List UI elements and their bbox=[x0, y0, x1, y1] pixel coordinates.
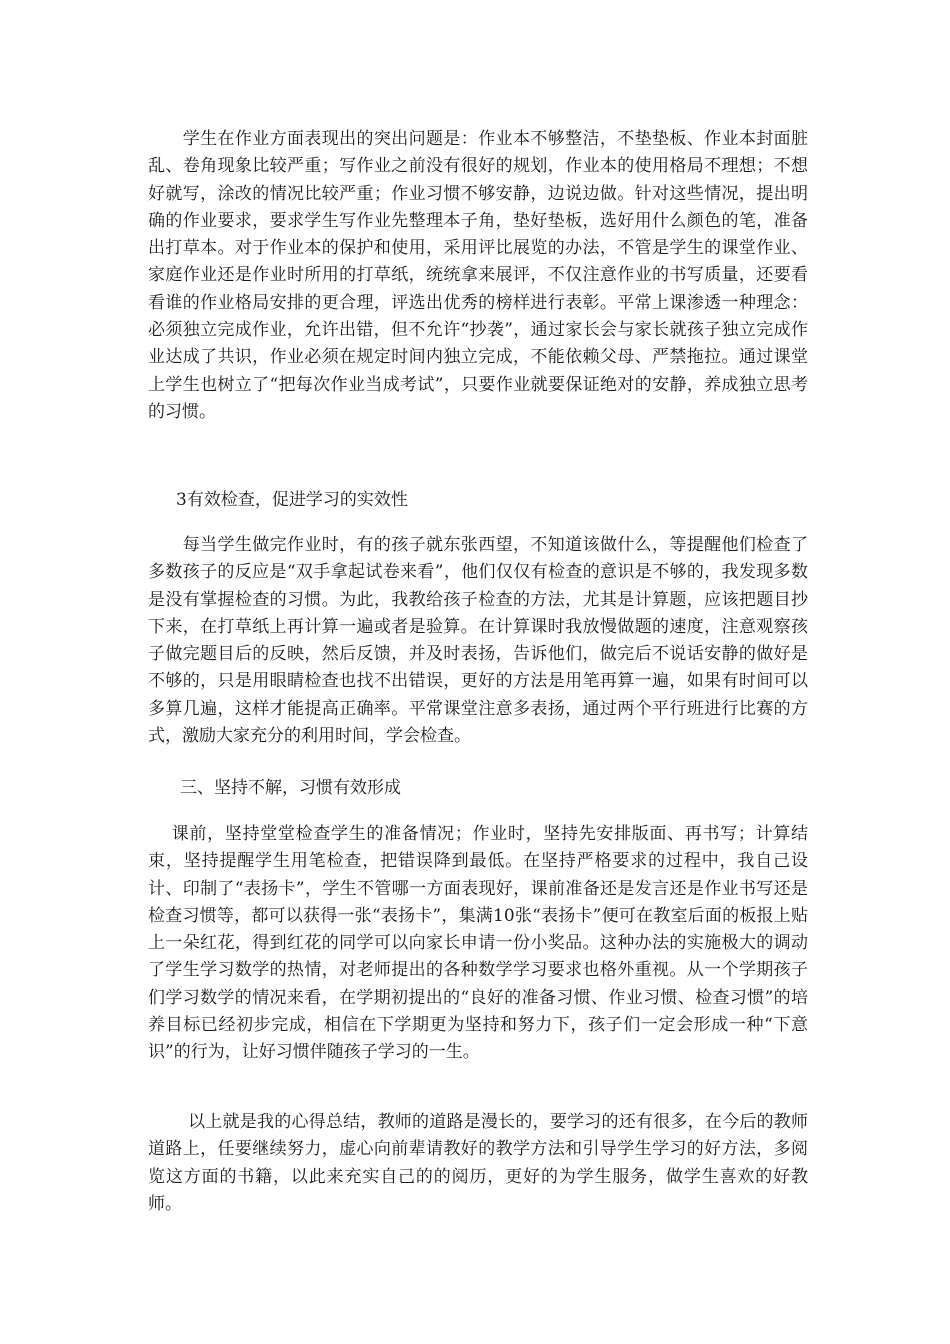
section-heading-habit-formation: 三、坚持不解，习惯有效形成 bbox=[180, 778, 401, 798]
paragraph-checking-method: 每当学生做完作业时，有的孩子就东张西望，不知道该做什么，等提醒他们检查了多数孩子的反应是“双手拿起试卷来看”，他们仅仅有检查的意识是不够的，我发现多数是没有掌握检查的习惯。为此，我教给孩子检查的方法，尤其是计算题，应该把题目抄下来，在打草纸上再计算一遍或者是验算。在计算课时我放慢做题的速度，注意观察孩子做完题目后的反映，然后反馈，并及时表扬，告诉他们，做完后不说话安静的做好是不够的，只是用眼睛检查也找不出错误，更好的方法是用笔再算一遍，如果有时间可以多算几遍，这样才能提高正确率。平常课堂注意多表扬，通过两个平行班进行比赛的方式，激励大家充分的利用时间，学会检查。 bbox=[148, 535, 808, 747]
paragraph-conclusion: 以上就是我的心得总结，教师的道路是漫长的，要学习的还有很多，在今后的教师道路上，任要继续努力，虚心向前辈请教好的教学方法和引导学生学习的好方法，多阅览这方面的书籍，以此来充实自己的的阅历，更好的为学生服务，做学生喜欢的好教师。 bbox=[148, 1112, 808, 1214]
paragraph-persistence: 课前，坚持堂堂检查学生的准备情况；作业时，坚持先安排版面、再书写；计算结束，坚持提醒学生用笔检查，把错误降到最低。在坚持严格要求的过程中，我自己设计、印制了“表扬卡”，学生不管哪一方面表现好，课前准备还是发言还是作业书写还是检查习惯等，都可以获得一张“表扬卡”，集满10张“表扬卡”便可在教室后面的板报上贴上一朵红花，得到红花的同学可以向家长申请一份小奖品。这种办法的实施极大的调动了学生学习数学的热情，对老师提出的各种数学学习要求也格外重视。从一个学期孩子们学习数学的情况来看，在学期初提出的“良好的准备习惯、作业习惯、检查习惯”的培养目标已经初步完成，相信在下学期更为坚持和努力下，孩子们一定会形成一种“下意识”的行为，让好习惯伴随孩子学习的一生。 bbox=[148, 824, 808, 1063]
section-heading-effective-checking: 3有效检查，促进学习的实效性 bbox=[176, 490, 408, 510]
paragraph-homework-problems: 学生在作业方面表现出的突出问题是：作业本不够整洁，不垫垫板、作业本封面脏乱、卷角现象比较严重；写作业之前没有很好的规划，作业本的使用格局不理想；不想好就写，涂改的情况比较严重；作业习惯不够安静，边说边做。针对这些情况，提出明确的作业要求，要求学生写作业先整理本子角，垫好垫板，选好用什么颜色的笔，准备出打草本。对于作业本的保护和使用，采用评比展览的办法，不管是学生的课堂作业、家庭作业还是作业时所用的打草纸，统统拿来展评，不仅注意作业的书写质量，还要看看谁的作业格局安排的更合理，评选出优秀的榜样进行表彰。平常上课渗透一种理念：必须独立完成作业，允许出错，但不允许“抄袭”，通过家长会与家长就孩子独立完成作业达成了共识，作业必须在规定时间内独立完成，不能依赖父母、严禁拖拉。通过课堂上学生也树立了“把每次作业当成考试”，只要作业就要保证绝对的安静，养成独立思考的习惯。 bbox=[148, 129, 808, 422]
